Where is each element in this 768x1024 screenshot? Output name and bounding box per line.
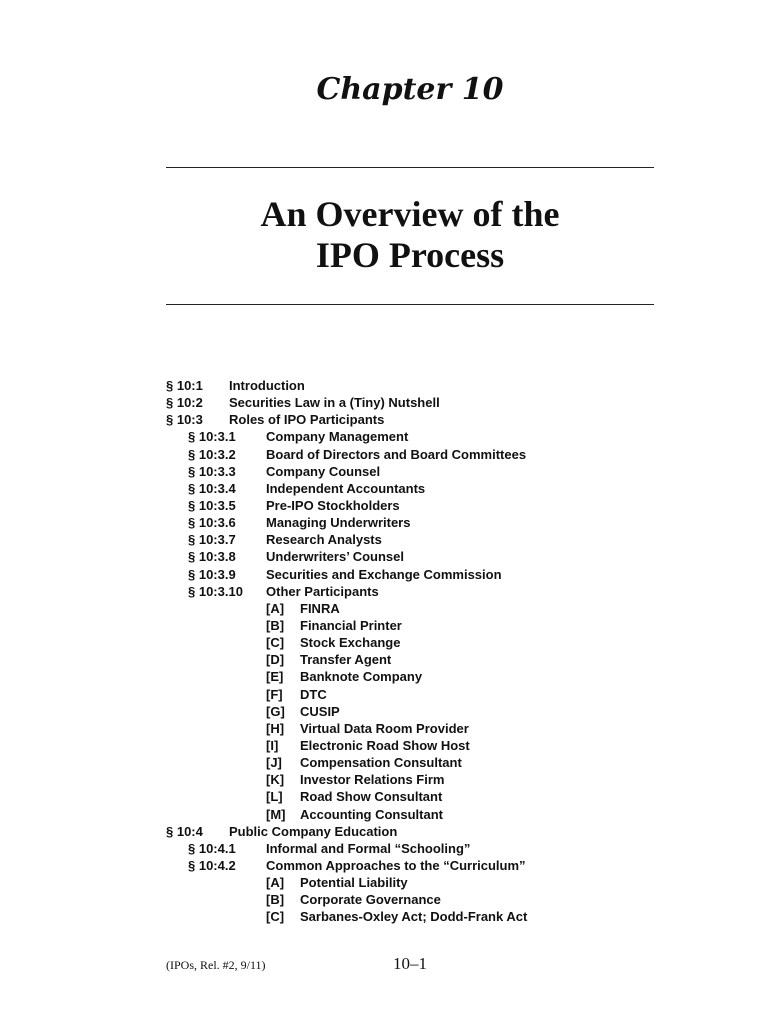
toc-entry [166,788,666,805]
toc-entry-number: [G] [266,703,285,719]
chapter-title [166,194,654,276]
chapter-label: Chapter 10 [316,72,504,107]
toc-entry-title: DTC [300,686,327,702]
toc-entry [166,686,666,703]
toc-entry-title: Sarbanes-Oxley Act; Dodd-Frank Act [300,909,528,925]
toc-entry-number: [B] [266,892,285,908]
toc-entry [166,377,666,394]
chapter-title-line-1: An Overview of the [260,194,560,234]
toc-entry-title: Securities and Exchange Commission [266,566,502,582]
toc-entry-title: Board of Directors and Board Committees [266,446,527,462]
toc-entry [166,497,666,514]
table-of-contents [166,377,666,926]
toc-entry-title: Common Approaches to the “Curriculum” [266,857,526,873]
chapter-title-line-2: IPO Process [315,235,505,275]
toc-entry-title: Accounting Consultant [300,806,443,822]
toc-entry-title: CUSIP [300,703,340,719]
toc-entry [166,806,666,823]
toc-entry-title: Other Participants [266,583,379,599]
toc-entry-title: Introduction [229,378,305,393]
toc-entry-number: [A] [266,600,285,616]
toc-entry-number: [M] [266,806,286,822]
toc-entry-number: § 10:2 [166,395,203,411]
toc-entry [166,411,666,428]
toc-entry [166,857,666,874]
toc-entry [166,703,666,720]
toc-entry [166,566,666,583]
toc-entry [166,668,666,685]
toc-entry-number: § 10:4.2 [188,857,236,873]
toc-entry [166,394,666,411]
toc-entry-number: § 10:3.8 [188,549,236,565]
toc-entry-number: [D] [266,652,285,668]
toc-entry-number: [L] [266,789,283,805]
toc-entry-title: Banknote Company [300,669,423,685]
release-note: (IPOs, Rel. #2, 9/11) [166,958,266,972]
toc-entry-number: [K] [266,772,285,788]
toc-entry-title: Compensation Consultant [300,755,462,771]
title-rule-top [166,167,654,168]
toc-entry [166,480,666,497]
title-rule-bottom [166,304,654,305]
toc-entry-title: Potential Liability [300,875,408,891]
toc-entry-title: Financial Printer [300,617,402,633]
toc-entry-title: Research Analysts [266,532,382,548]
toc-entry [166,531,666,548]
toc-entry [166,720,666,737]
toc-entry-number: [B] [266,617,285,633]
toc-entry [166,428,666,445]
toc-entry-number: [F] [266,686,283,702]
toc-entry-title: Stock Exchange [300,635,401,651]
toc-entry [166,446,666,463]
toc-entry-number: [C] [266,635,285,651]
toc-entry-number: § 10:3.7 [188,532,236,548]
toc-entry-title: Underwriters’ Counsel [266,549,404,565]
toc-entry-title: Investor Relations Firm [300,772,445,788]
toc-entry-title: Electronic Road Show Host [300,737,470,753]
toc-entry-number: § 10:3.4 [188,480,236,496]
toc-entry-title: Securities Law in a (Tiny) Nutshell [229,395,440,411]
toc-entry-number: § 10:3.9 [188,566,236,582]
toc-entry-number: § 10:4.1 [188,840,236,856]
toc-entry-title: Public Company Education [229,823,398,839]
toc-entry-title: Managing Underwriters [266,515,411,531]
toc-entry-title: Independent Accountants [266,480,426,496]
toc-entry-title: Transfer Agent [300,652,392,668]
toc-entry [166,583,666,600]
toc-entry-number: § 10:3.10 [188,583,243,599]
page-number: 10–1 [393,954,427,973]
toc-entry-number: [J] [266,755,282,771]
toc-entry-title: Pre-IPO Stockholders [266,497,400,513]
toc-entry-title: Company Counsel [266,463,381,479]
toc-entry [166,634,666,651]
toc-entry-title: Roles of IPO Participants [229,412,385,428]
toc-entry [166,908,666,925]
toc-entry-number: § 10:3 [166,412,203,428]
toc-entry [166,754,666,771]
toc-entry-title: Informal and Formal “Schooling” [266,840,471,856]
toc-entry-number: [C] [266,909,285,925]
toc-entry [166,840,666,857]
toc-entry-number: § 10:3.1 [188,429,236,445]
toc-entry-number: § 10:1 [166,378,203,393]
toc-entry [166,651,666,668]
toc-entry [166,771,666,788]
toc-entry-number: § 10:3.2 [188,446,236,462]
toc-entry-title: FINRA [300,600,340,616]
toc-entry [166,617,666,634]
toc-entry [166,874,666,891]
toc-entry [166,600,666,617]
toc-entry-number: § 10:3.6 [188,515,236,531]
toc-entry-title: Corporate Governance [300,892,441,908]
toc-entry [166,737,666,754]
toc-entry-title: Virtual Data Room Provider [300,720,469,736]
toc-entry-title: Road Show Consultant [300,789,443,805]
toc-entry-number: [A] [266,875,285,891]
toc-entry [166,891,666,908]
toc-entry-title: Company Management [266,429,409,445]
toc-entry-number: § 10:3.5 [188,497,236,513]
toc-entry-number: [H] [266,720,285,736]
toc-entry [166,548,666,565]
toc-entry-number: [I] [266,737,279,753]
toc-entry-number: § 10:3.3 [188,463,236,479]
toc-entry-number: § 10:4 [166,823,203,839]
toc-entry [166,823,666,840]
toc-entry-number: [E] [266,669,284,685]
toc-entry [166,514,666,531]
toc-entry [166,463,666,480]
